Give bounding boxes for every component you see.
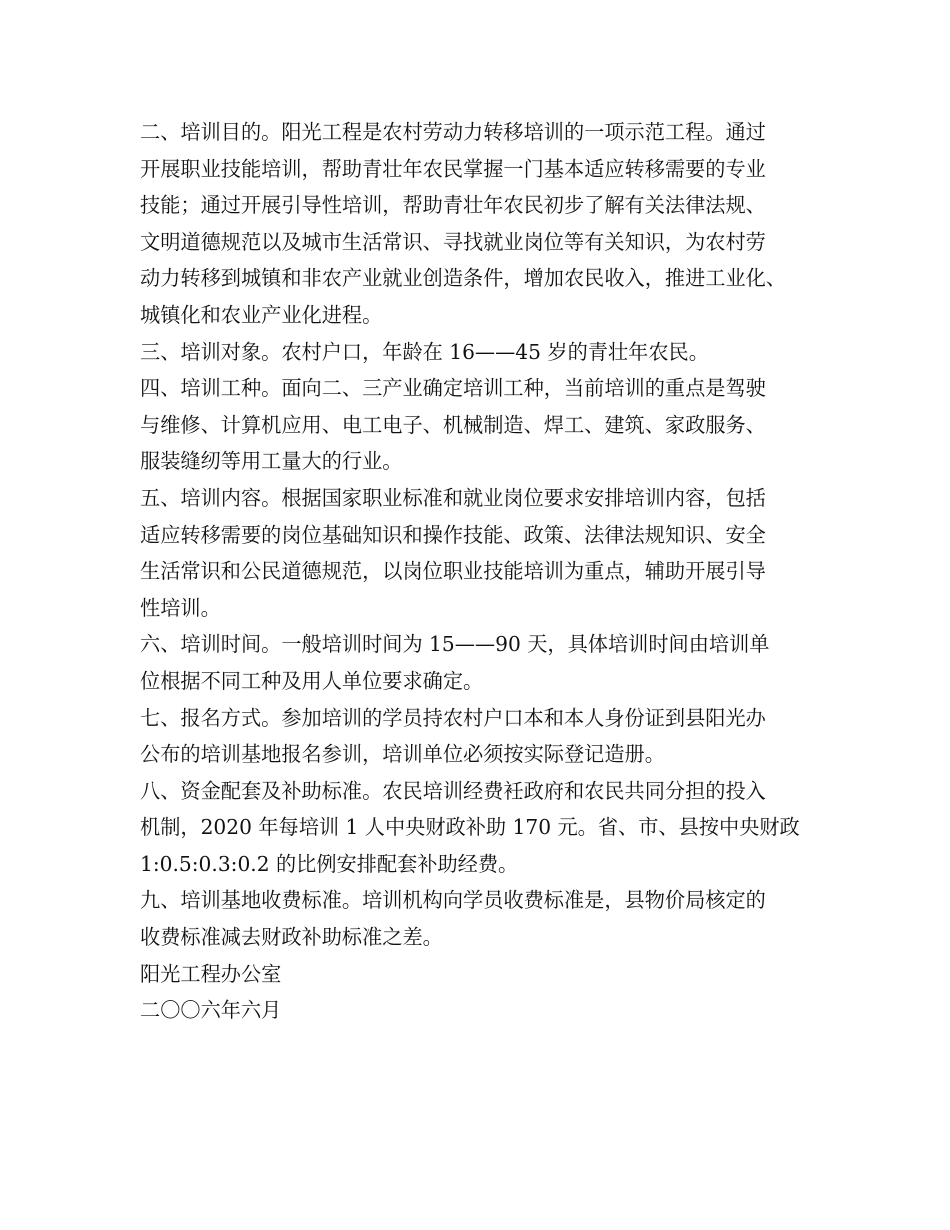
- body-line: 1:0.5:0.3:0.2 的比例安排配套补助经费。: [140, 851, 519, 876]
- body-line: 城镇化和农业产业化进程。: [140, 302, 383, 327]
- body-line: 三、培训对象。农村户口，年龄在 16——45 岁的青壮年农民。: [140, 339, 709, 364]
- body-line: 位根据不同工种及用人单位要求确定。: [140, 668, 484, 693]
- body-line: 七、报名方式。参加培训的学员持农村户口本和本人身份证到县阳光办: [140, 705, 766, 730]
- body-line: 五、培训内容。根据国家职业标准和就业岗位要求安排培训内容，包括: [140, 485, 766, 510]
- signature-office: 阳光工程办公室: [140, 961, 282, 986]
- body-line: 二、培训目的。阳光工程是农村劳动力转移培训的一项示范工程。通过: [140, 120, 766, 144]
- body-line: 性培训。: [140, 595, 221, 620]
- body-line: 技能；通过开展引导性培训，帮助青壮年农民初步了解有关法律法规、: [140, 193, 766, 218]
- body-line: 四、培训工种。面向二、三产业确定培训工种，当前培训的重点是驾驶: [140, 376, 766, 401]
- document-body: [140, 114, 830, 1029]
- body-line: 收费标准减去财政补助标准之差。: [140, 925, 443, 950]
- body-line: 动力转移到城镇和非农产业就业创造条件，增加农民收入，推进工业化、: [140, 266, 787, 291]
- body-line: 服装缝纫等用工量大的行业。: [140, 449, 403, 474]
- body-line: 六、培训时间。一般培训时间为 15——90 天，具体培训时间由培训单: [140, 632, 770, 657]
- body-line: 文明道德规范以及城市生活常识、寻找就业岗位等有关知识，为农村劳: [140, 229, 766, 254]
- signature-date: 二〇〇六年六月: [140, 998, 282, 1023]
- body-line: 生活常识和公民道德规范，以岗位职业技能培训为重点，辅助开展引导: [140, 559, 766, 584]
- body-line: 八、资金配套及补助标准。农民培训经费衽政府和农民共同分担的投入: [140, 778, 766, 803]
- body-line: 开展职业技能培训，帮助青壮年农民掌握一门基本适应转移需要的专业: [140, 156, 766, 181]
- body-line: 与维修、计算机应用、电工电子、机械制造、焊工、建筑、家政服务、: [140, 412, 766, 437]
- body-line: 适应转移需要的岗位基础知识和操作技能、政策、法律法规知识、安全: [140, 522, 766, 547]
- body-line: 九、培训基地收费标准。培训机构向学员收费标准是，县物价局核定的: [140, 888, 766, 913]
- body-line: 公布的培训基地报名参训，培训单位必须按实际登记造册。: [140, 742, 665, 767]
- body-line: 机制，2020 年每培训 1 人中央财政补助 170 元。省、市、县按中央财政: [140, 815, 800, 840]
